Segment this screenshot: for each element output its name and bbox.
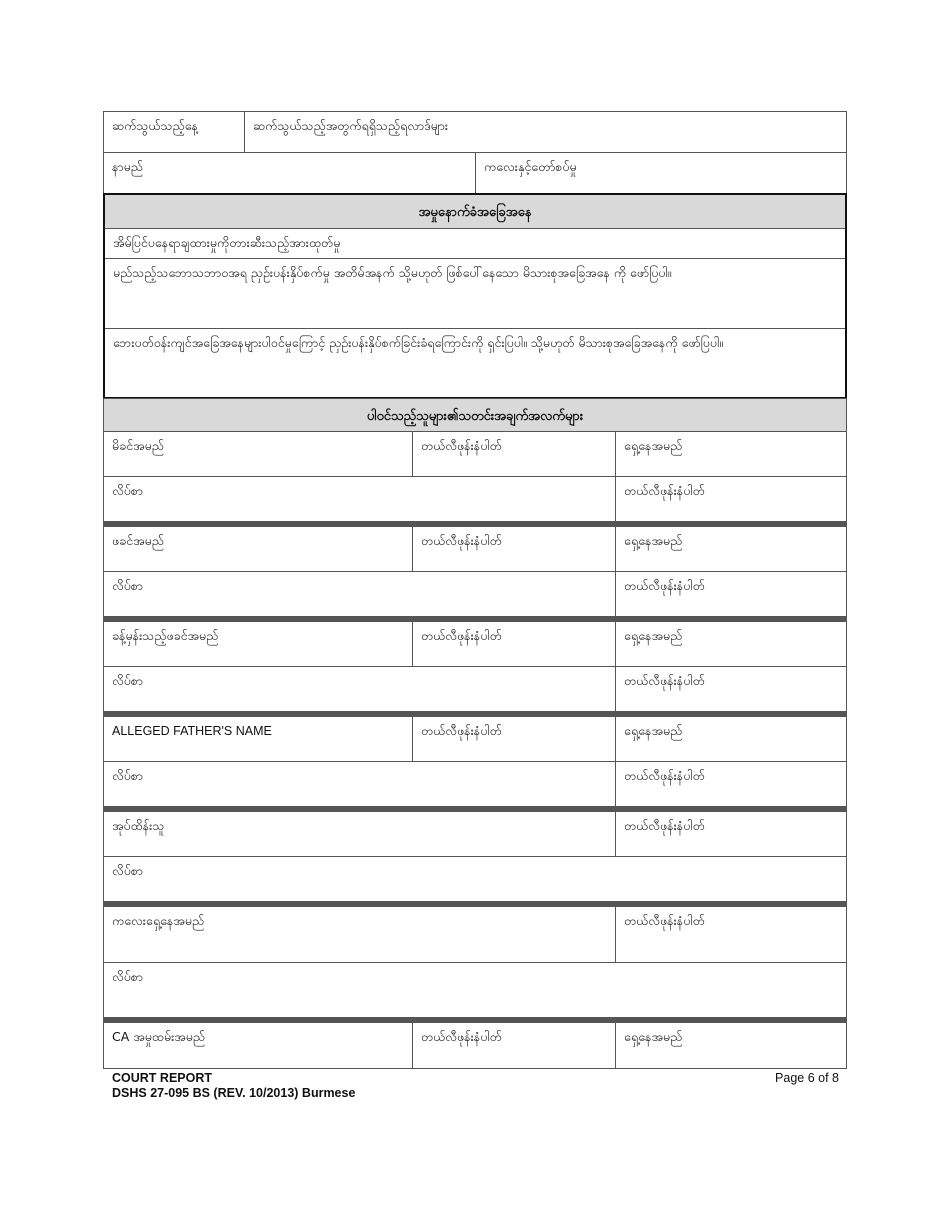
presumed-father-address-field[interactable]: လိပ်စာ xyxy=(103,666,616,712)
guardian-name-field[interactable]: အုပ်ထိန်းသူ xyxy=(103,811,616,857)
presumed-father-phone-2-field[interactable]: တယ်လီဖုန်းနံပါတ် xyxy=(615,666,847,712)
participants-header: ပါဝင်သည့်သူများ၏သတင်းအချက်အလက်များ xyxy=(103,398,847,432)
father-attorney-field[interactable]: ရှေ့နေအမည် xyxy=(615,526,847,572)
alleged-father-address-field[interactable]: လိပ်စာ xyxy=(103,761,616,807)
ca-worker-phone-field[interactable]: တယ်လီဖုန်းနံပါတ် xyxy=(412,1022,616,1069)
child-attorney-name-field[interactable]: ကလေးရှေ့နေအမည် xyxy=(103,906,616,963)
alleged-father-attorney-field[interactable]: ရှေ့နေအမည် xyxy=(615,716,847,762)
visit-docs-label: ဆက်သွယ်သည့်အတွက်ရရှိသည့်ရလာဒ်များ xyxy=(244,111,847,153)
child-relationship-field[interactable]: ကလေးနှင့်တော်စပ်မှု xyxy=(475,152,847,194)
father-address-field[interactable]: လိပ်စာ xyxy=(103,571,616,617)
footer-title: COURT REPORT xyxy=(112,1071,212,1085)
background-header: အမှုနောက်ခံအခြေအနေ xyxy=(105,195,845,229)
ca-worker-name-field[interactable]: CA အမှုထမ်းအမည် xyxy=(103,1022,413,1069)
page-number: Page 6 of 8 xyxy=(775,1071,839,1085)
prevention-efforts-field[interactable]: အိမ်ပြင်ပနေရာချထားမှုကိုတားဆီးသည့်အားထုတ်မှု xyxy=(105,229,845,259)
name-field[interactable]: နာမည် xyxy=(103,152,476,194)
circumstances-field[interactable]: ဘေးပတ်ဝန်းကျင်အခြေအနေများပါဝင်မှုကြောင့် ညှဥ်းပန်းနှိပ်စက်ခြင်းခံရကြောင်းကို ရှင်းပြပါ။ သို့မဟုတ် မိသားစုအခြေအနေကို ဖော်ပြပါ။ xyxy=(113,335,723,350)
presumed-father-name-field[interactable]: ခန့်မှန်းသည့်ဖခင်အမည် xyxy=(103,621,413,667)
guardian-address-field[interactable]: လိပ်စာ xyxy=(103,856,847,902)
presumed-father-phone-field[interactable]: တယ်လီဖုန်းနံပါတ် xyxy=(412,621,616,667)
child-attorney-address-field[interactable]: လိပ်စာ xyxy=(103,962,847,1018)
abuse-nature-field[interactable]: မည်သည့်သဘောသဘာဝအရ ညှဥ်းပန်းနှိပ်စက်မှု အတိမ်အနက် သို့မဟုတ် ဖြစ်ပေါ်နေသော မိသားစုအခြေအနေ ကို ဖော်ပြပါ။ xyxy=(105,259,845,329)
father-phone-2-field[interactable]: တယ်လီဖုန်းနံပါတ် xyxy=(615,571,847,617)
mother-phone-2-field[interactable]: တယ်လီဖုန်းနံပါတ် xyxy=(615,476,847,522)
mother-phone-field[interactable]: တယ်လီဖုန်းနံပါတ် xyxy=(412,431,616,477)
mother-address-field[interactable]: လိပ်စာ xyxy=(103,476,616,522)
guardian-phone-field[interactable]: တယ်လီဖုန်းနံပါတ် xyxy=(615,811,847,857)
mother-name-field[interactable]: မိခင်အမည် xyxy=(103,431,413,477)
ca-worker-attorney-field[interactable]: ရှေ့နေအမည် xyxy=(615,1022,847,1069)
visit-date-label: ဆက်သွယ်သည့်နေ့ xyxy=(103,111,245,153)
father-phone-field[interactable]: တယ်လီဖုန်းနံပါတ် xyxy=(412,526,616,572)
presumed-father-attorney-field[interactable]: ရှေ့နေအမည် xyxy=(615,621,847,667)
alleged-father-name-field[interactable]: ALLEGED FATHER'S NAME xyxy=(103,716,413,762)
father-name-field[interactable]: ဖခင်အမည် xyxy=(103,526,413,572)
background-section xyxy=(103,193,847,399)
footer-form-id: DSHS 27-095 BS (REV. 10/2013) Burmese xyxy=(112,1086,356,1100)
child-attorney-phone-field[interactable]: တယ်လီဖုန်းနံပါတ် xyxy=(615,906,847,963)
mother-attorney-field[interactable]: ရှေ့နေအမည် xyxy=(615,431,847,477)
alleged-father-phone-field[interactable]: တယ်လီဖုန်းနံပါတ် xyxy=(412,716,616,762)
alleged-father-phone-2-field[interactable]: တယ်လီဖုန်းနံပါတ် xyxy=(615,761,847,807)
